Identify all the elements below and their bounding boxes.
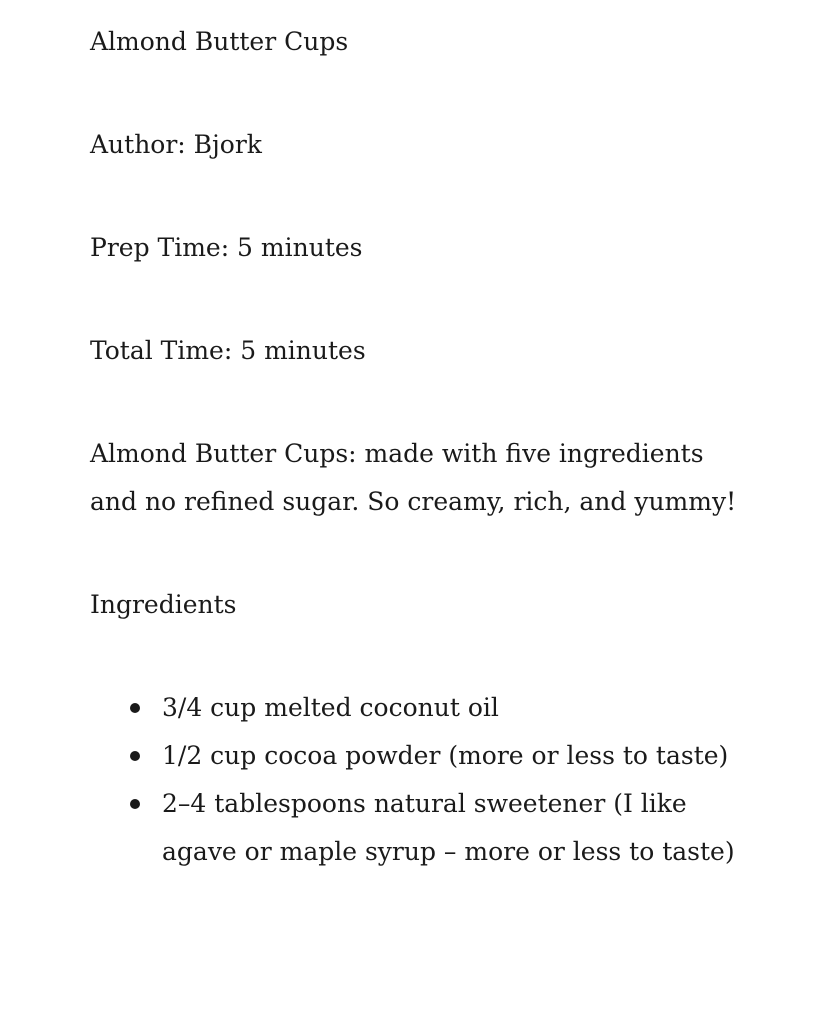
prep-time: Prep Time: 5 minutes <box>90 233 363 262</box>
ingredient-text: 3/4 cup melted coconut oil <box>162 693 499 722</box>
ingredients-list <box>90 684 750 876</box>
ingredient-text: 1/2 cup cocoa powder (more or less to taste) <box>162 741 729 770</box>
recipe-title: Almond Butter Cups <box>90 27 349 56</box>
recipe-document <box>90 18 750 876</box>
bullet-icon <box>130 751 140 761</box>
recipe-author: Author: Bjork <box>90 130 262 159</box>
total-time: Total Time: 5 minutes <box>90 336 366 365</box>
bullet-icon <box>130 799 140 809</box>
bullet-icon <box>130 703 140 713</box>
ingredient-item <box>162 684 750 732</box>
recipe-description: Almond Butter Cups: made with five ingredients and no refined sugar. So creamy, rich, and yummy! <box>90 439 737 516</box>
ingredient-text: 2–4 tablespoons natural sweetener (I like agave or maple syrup – more or less to taste) <box>162 789 735 866</box>
ingredient-item <box>162 780 750 876</box>
ingredient-item <box>162 732 750 780</box>
ingredients-heading: Ingredients <box>90 590 237 619</box>
